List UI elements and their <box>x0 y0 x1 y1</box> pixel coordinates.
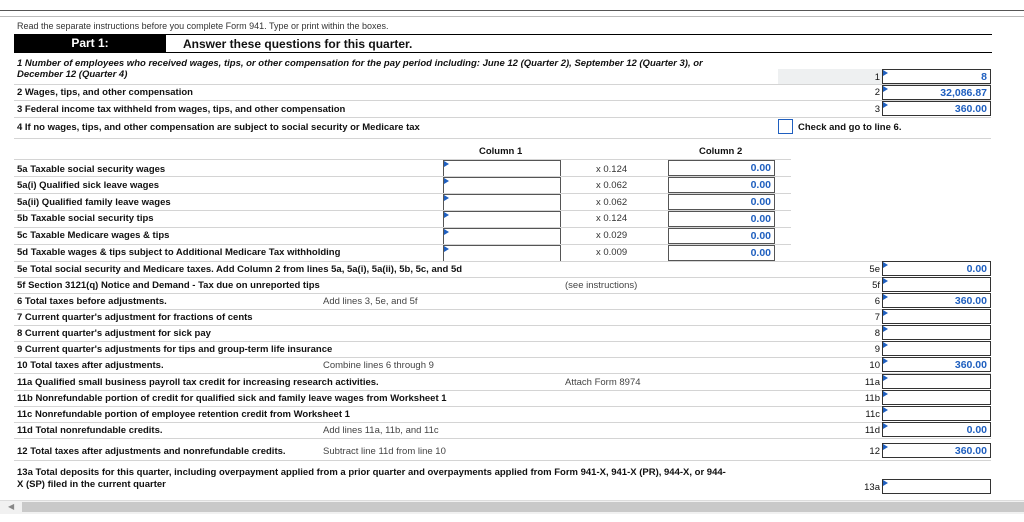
line-13a-label-cont: X (SP) filed in the current quarter <box>17 479 166 490</box>
line-3-number: 3 <box>874 104 880 115</box>
line-4-check-label: Check and go to line 6. <box>798 122 902 133</box>
line-5b-col1-input[interactable] <box>443 211 561 228</box>
line-5b-col2-value: 0.00 <box>668 211 775 227</box>
line-6-note: Add lines 3, 5e, and 5f <box>323 296 418 307</box>
line-7-input[interactable] <box>882 309 991 324</box>
line-11d-number: 11d <box>864 425 880 436</box>
line-11b-label: 11b Nonrefundable portion of credit for qualified sick and family leave wages from Worksheet 1 <box>17 393 447 404</box>
line-5c-label: 5c Taxable Medicare wages & tips <box>17 230 170 241</box>
line-1-input[interactable]: 8 <box>882 69 991 84</box>
line-1-number: 1 <box>874 72 880 83</box>
line-12-input[interactable]: 360.00 <box>882 443 991 458</box>
line-5d-multiplier: x 0.009 <box>596 247 628 258</box>
line-5a-multiplier: x 0.124 <box>596 164 628 175</box>
line-5aii-col2-value: 0.00 <box>668 194 775 210</box>
line-6-label: 6 Total taxes before adjustments. <box>17 296 167 307</box>
top-rule <box>0 10 1024 11</box>
line-10-label: 10 Total taxes after adjustments. <box>17 360 164 371</box>
line-5e-number: 5e <box>869 264 880 275</box>
line-11b-input[interactable] <box>882 390 991 405</box>
line-5d-col1-input[interactable] <box>443 245 561 262</box>
part-title: Answer these questions for this quarter. <box>166 34 992 53</box>
line-6-input[interactable]: 360.00 <box>882 293 991 308</box>
line-9-label: 9 Current quarter's adjustments for tips and group-term life insurance <box>17 344 333 355</box>
line-7-label: 7 Current quarter's adjustment for fractions of cents <box>17 312 253 323</box>
column-2-header: Column 2 <box>699 146 743 157</box>
line-11c-input[interactable] <box>882 406 991 421</box>
line-8-label: 8 Current quarter's adjustment for sick pay <box>17 328 211 339</box>
line-5c-multiplier: x 0.029 <box>596 230 628 241</box>
line-5f-note: (see instructions) <box>565 280 638 291</box>
line-11d-label: 11d Total nonrefundable credits. <box>17 425 163 436</box>
line-5a-col1-input[interactable] <box>443 160 561 177</box>
top-rule-secondary <box>0 16 1024 17</box>
scrollbar-thumb[interactable] <box>22 502 1024 512</box>
column-1-header: Column 1 <box>479 146 523 157</box>
line-9-input[interactable] <box>882 341 991 356</box>
line-5b-label: 5b Taxable social security tips <box>17 213 154 224</box>
line-11a-input[interactable] <box>882 374 991 389</box>
line-3-input[interactable]: 360.00 <box>882 101 991 116</box>
line-5e-label: 5e Total social security and Medicare taxes. Add Column 2 from lines 5a, 5a(i), 5a(ii), 5b, 5c, and 5d <box>17 264 463 275</box>
line-5f-input[interactable] <box>882 277 991 292</box>
line-4-checkbox[interactable] <box>778 119 793 134</box>
line-10-input[interactable]: 360.00 <box>882 357 991 372</box>
line-10-note: Combine lines 6 through 9 <box>323 360 434 371</box>
line-12-note: Subtract line 11d from line 10 <box>323 446 446 457</box>
line-11d-note: Add lines 11a, 11b, and 11c <box>323 425 439 436</box>
line-2-label: 2 Wages, tips, and other compensation <box>17 87 193 98</box>
line-13a-label: 13a Total deposits for this quarter, including overpayment applied from a prior quarter and overpayments applied from Form 941-X, 941-X (PR), 944-X, or 944- <box>17 467 726 478</box>
line-11a-label: 11a Qualified small business payroll tax credit for increasing research activities. <box>17 377 379 388</box>
scroll-left-icon[interactable]: ◀ <box>8 502 15 511</box>
line-11c-number: 11c <box>865 409 880 420</box>
line-5f-number: 5f <box>872 280 880 291</box>
line-11b-number: 11b <box>864 393 880 404</box>
line-8-number: 8 <box>874 328 880 339</box>
line-5aii-multiplier: x 0.062 <box>596 197 628 208</box>
line-5f-label: 5f Section 3121(q) Notice and Demand - Tax due on unreported tips <box>17 280 320 291</box>
instructions-text: Read the separate instructions before you complete Form 941. Type or print within the boxes. <box>17 21 389 31</box>
line-2-input[interactable]: 32,086.87 <box>882 85 991 100</box>
line-11a-note: Attach Form 8974 <box>565 377 641 388</box>
line-12-label: 12 Total taxes after adjustments and nonrefundable credits. <box>17 446 286 457</box>
line-11c-label: 11c Nonrefundable portion of employee retention credit from Worksheet 1 <box>17 409 350 420</box>
line-4-label: 4 If no wages, tips, and other compensation are subject to social security or Medicare tax <box>17 122 420 133</box>
line-7-number: 7 <box>874 312 880 323</box>
line-5d-label: 5d Taxable wages & tips subject to Additional Medicare Tax withholding <box>17 247 341 258</box>
part-label: Part 1: <box>14 34 166 53</box>
line-12-number: 12 <box>869 446 880 457</box>
line-9-number: 9 <box>874 344 880 355</box>
line-1-label-cont: December 12 (Quarter 4) <box>17 69 128 80</box>
line-8-input[interactable] <box>882 325 991 340</box>
line-5ai-multiplier: x 0.062 <box>596 180 628 191</box>
line-5a-col2-value: 0.00 <box>668 160 775 176</box>
line-6-number: 6 <box>874 296 880 307</box>
line-5c-col1-input[interactable] <box>443 228 561 245</box>
line-2-number: 2 <box>874 87 880 98</box>
line-5ai-label: 5a(i) Qualified sick leave wages <box>17 180 160 191</box>
line-5ai-col1-input[interactable] <box>443 177 561 194</box>
line-5b-multiplier: x 0.124 <box>596 213 628 224</box>
line-13a-number: 13a <box>864 482 880 493</box>
line-11d-input[interactable]: 0.00 <box>882 422 991 437</box>
line-5a-label: 5a Taxable social security wages <box>17 164 166 175</box>
line-3-label: 3 Federal income tax withheld from wages, tips, and other compensation <box>17 104 346 115</box>
line-11a-number: 11a <box>864 377 880 388</box>
line-5d-col2-value: 0.00 <box>668 245 775 261</box>
line-10-number: 10 <box>869 360 880 371</box>
line-1-label: 1 Number of employees who received wages, tips, or other compensation for the pay period including: June 12 (Quarter 2), September 12 (Quarter 3), or <box>17 58 703 69</box>
line-13a-input[interactable] <box>882 479 991 494</box>
line-5e-input[interactable]: 0.00 <box>882 261 991 276</box>
line-5aii-col1-input[interactable] <box>443 194 561 211</box>
line-5c-col2-value: 0.00 <box>668 228 775 244</box>
line-5ai-col2-value: 0.00 <box>668 177 775 193</box>
line-5aii-label: 5a(ii) Qualified family leave wages <box>17 197 171 208</box>
